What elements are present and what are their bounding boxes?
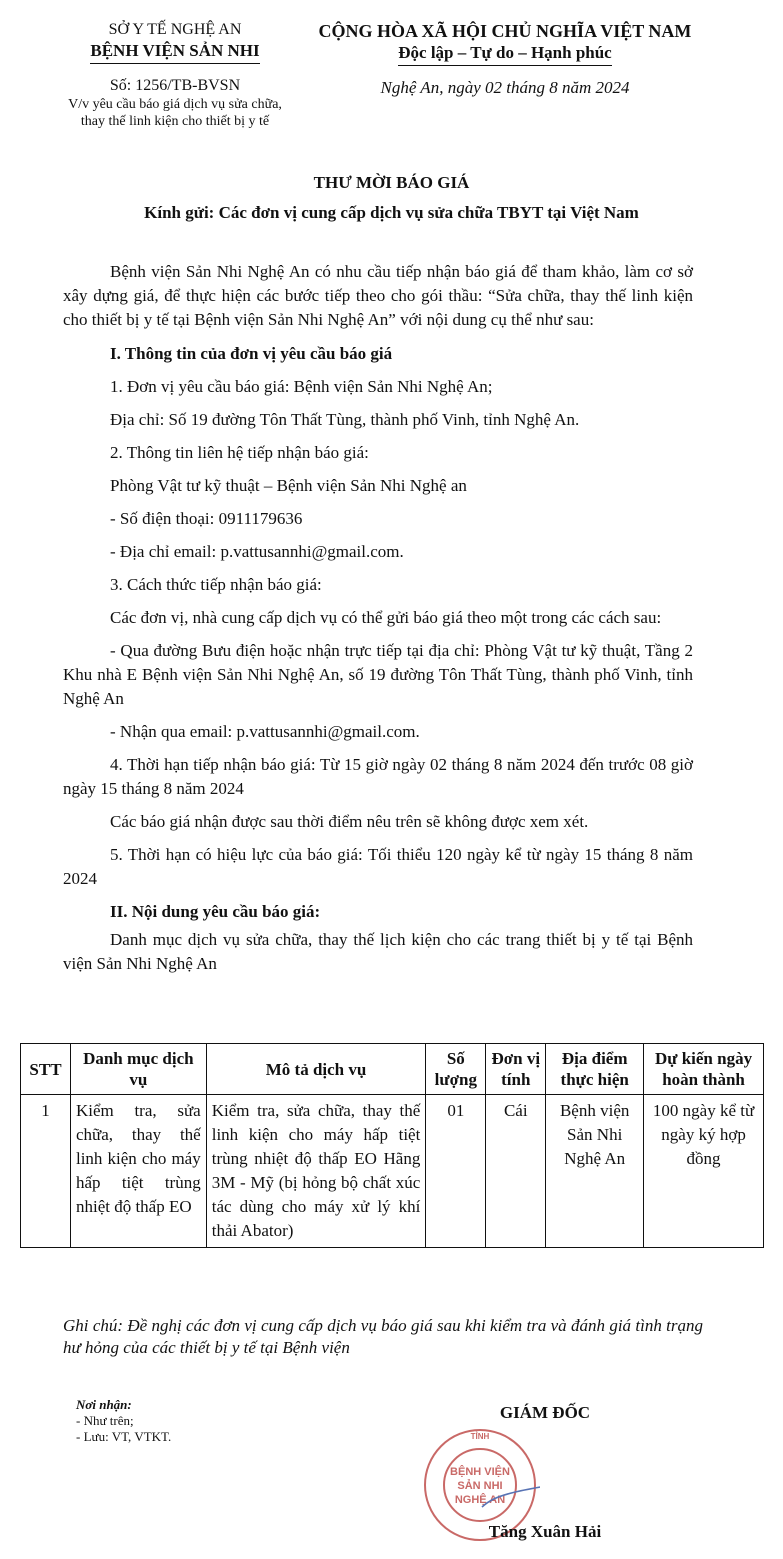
subject-line-1: V/v yêu cầu báo giá dịch vụ sửa chữa, xyxy=(68,97,282,112)
table-cell: Bệnh viện Sản Nhi Nghệ An xyxy=(546,1095,644,1248)
table-row xyxy=(21,1095,764,1248)
service-table xyxy=(20,1043,764,1248)
section-1-p1: 1. Đơn vị yêu cầu báo giá: Bệnh viện Sản Nhi Nghệ An; xyxy=(110,377,493,396)
table-cell: 100 ngày kể từ ngày ký hợp đồng xyxy=(644,1095,764,1248)
recipients-block xyxy=(76,1397,171,1445)
signer-position: GIÁM ĐỐC xyxy=(499,1403,591,1422)
ministry-name: SỞ Y TẾ NGHỆ AN xyxy=(108,21,242,38)
column-header: STT xyxy=(21,1044,71,1095)
recipients-line-2: - Lưu: VT, VTKT. xyxy=(76,1429,172,1444)
column-header: Số lượng xyxy=(426,1044,486,1095)
document-title: THƯ MỜI BÁO GIÁ xyxy=(313,173,470,192)
table-cell: Cái xyxy=(486,1095,546,1248)
subject-line-2: thay thế linh kiện cho thiết bị y tế xyxy=(80,114,270,129)
recipients-label: Nơi nhận: xyxy=(76,1397,132,1412)
note: Ghi chú: Đề nghị các đơn vị cung cấp dịch vụ báo giá sau khi kiểm tra và đánh giá tình trạng hư hỏng của các thiết bị y tế tại Bệnh viện xyxy=(63,1316,703,1357)
hospital-name: BỆNH VIỆN SẢN NHI xyxy=(90,40,259,64)
intro-paragraph: Bệnh viện Sản Nhi Nghệ An có nhu cầu tiếp nhận báo giá để tham khảo, làm cơ sở xây dựng giá, để thực hiện các bước tiếp theo cho gói thầu: “Sửa chữa, thay thế linh kiện cho thiết bị y tế tại Bệnh viện Sản Nhi Nghệ An” với nội dung cụ thể như sau: xyxy=(63,262,693,329)
section-1-p6: - Địa chỉ email: p.vattusannhi@gmail.com. xyxy=(110,542,404,561)
header-left xyxy=(40,20,310,130)
section-1-heading: I. Thông tin của đơn vị yêu cầu báo giá xyxy=(110,344,393,363)
svg-text:BỆNH VIỆN: BỆNH VIỆN xyxy=(450,1466,510,1478)
section-2-p1: Danh mục dịch vụ sửa chữa, thay thế lịch kiện cho các trang thiết bị y tế tại Bệnh viện Sản Nhi Nghệ An xyxy=(63,930,693,973)
section-1-p2: Địa chỉ: Số 19 đường Tôn Thất Tùng, thành phố Vinh, tỉnh Nghệ An. xyxy=(110,410,580,429)
table-cell: 01 xyxy=(426,1095,486,1248)
motto: Độc lập – Tự do – Hạnh phúc xyxy=(398,42,611,66)
header-right xyxy=(300,20,710,98)
table-cell: 1 xyxy=(21,1095,71,1248)
recipients-line-1: - Như trên; xyxy=(76,1413,134,1428)
column-header: Danh mục dịch vụ xyxy=(70,1044,206,1095)
column-header: Đơn vị tính xyxy=(486,1044,546,1095)
document-body xyxy=(63,260,693,985)
section-1-p10: - Nhận qua email: p.vattusannhi@gmail.com. xyxy=(110,722,420,741)
section-2-heading: II. Nội dung yêu cầu báo giá: xyxy=(110,902,321,921)
column-header: Địa điểm thực hiện xyxy=(546,1044,644,1095)
nation-name: CỘNG HÒA XÃ HỘI CHỦ NGHĨA VIỆT NAM xyxy=(318,21,692,41)
signer-name: Tăng Xuân Hải xyxy=(488,1522,602,1541)
section-1-p7: 3. Cách thức tiếp nhận báo giá: xyxy=(110,575,322,594)
table-header-row xyxy=(21,1044,764,1095)
section-1-p9: - Qua đường Bưu điện hoặc nhận trực tiếp tại địa chỉ: Phòng Vật tư kỹ thuật, Tầng 2 Khu nhà E Bệnh viện Sản Nhi Nghệ An, số 19 đường Tôn Thất Tùng, thành phố Vinh, tỉnh Nghệ An xyxy=(63,641,693,708)
svg-text:SẢN NHI: SẢN NHI xyxy=(457,1480,503,1492)
section-1-p13: 5. Thời hạn có hiệu lực của báo giá: Tối thiểu 120 ngày kể từ ngày 15 tháng 8 năm 2024 xyxy=(63,845,693,888)
svg-text:NGHỆ AN: NGHỆ AN xyxy=(454,1494,506,1506)
section-1-p5: - Số điện thoại: 0911179636 xyxy=(110,509,303,528)
section-1-p11: 4. Thời hạn tiếp nhận báo giá: Từ 15 giờ ngày 02 tháng 8 năm 2024 đến trước 08 giờ ngày 15 tháng 8 năm 2024 xyxy=(63,755,693,798)
recipient-line: Kính gửi: Các đơn vị cung cấp dịch vụ sửa chữa TBYT tại Việt Nam xyxy=(144,203,639,222)
section-1-p4: Phòng Vật tư kỹ thuật – Bệnh viện Sản Nhi Nghệ an xyxy=(110,476,467,495)
svg-text:TỈNH: TỈNH xyxy=(470,1432,490,1441)
table-cell: Kiểm tra, sửa chữa, thay thế linh kiện cho máy hấp tiệt trùng nhiệt độ thấp EO xyxy=(70,1095,206,1248)
table-cell: Kiểm tra, sửa chữa, thay thế linh kiện cho máy hấp tiệt trùng nhiệt độ thấp EO Hãng 3M - Mỹ (bị hỏng bộ chất xúc tác dùng cho máy xử lý khí thải Abator) xyxy=(206,1095,426,1248)
document-number: Số: 1256/TB-BVSN xyxy=(109,77,241,94)
column-header: Mô tả dịch vụ xyxy=(206,1044,426,1095)
column-header: Dự kiến ngày hoàn thành xyxy=(644,1044,764,1095)
section-1-p3: 2. Thông tin liên hệ tiếp nhận báo giá: xyxy=(110,443,369,462)
document-date: Nghệ An, ngày 02 tháng 8 năm 2024 xyxy=(380,78,630,97)
section-1-p8: Các đơn vị, nhà cung cấp dịch vụ có thể gửi báo giá theo một trong các cách sau: xyxy=(110,608,662,627)
section-1-p12: Các báo giá nhận được sau thời điểm nêu trên sẽ không được xem xét. xyxy=(110,812,589,831)
